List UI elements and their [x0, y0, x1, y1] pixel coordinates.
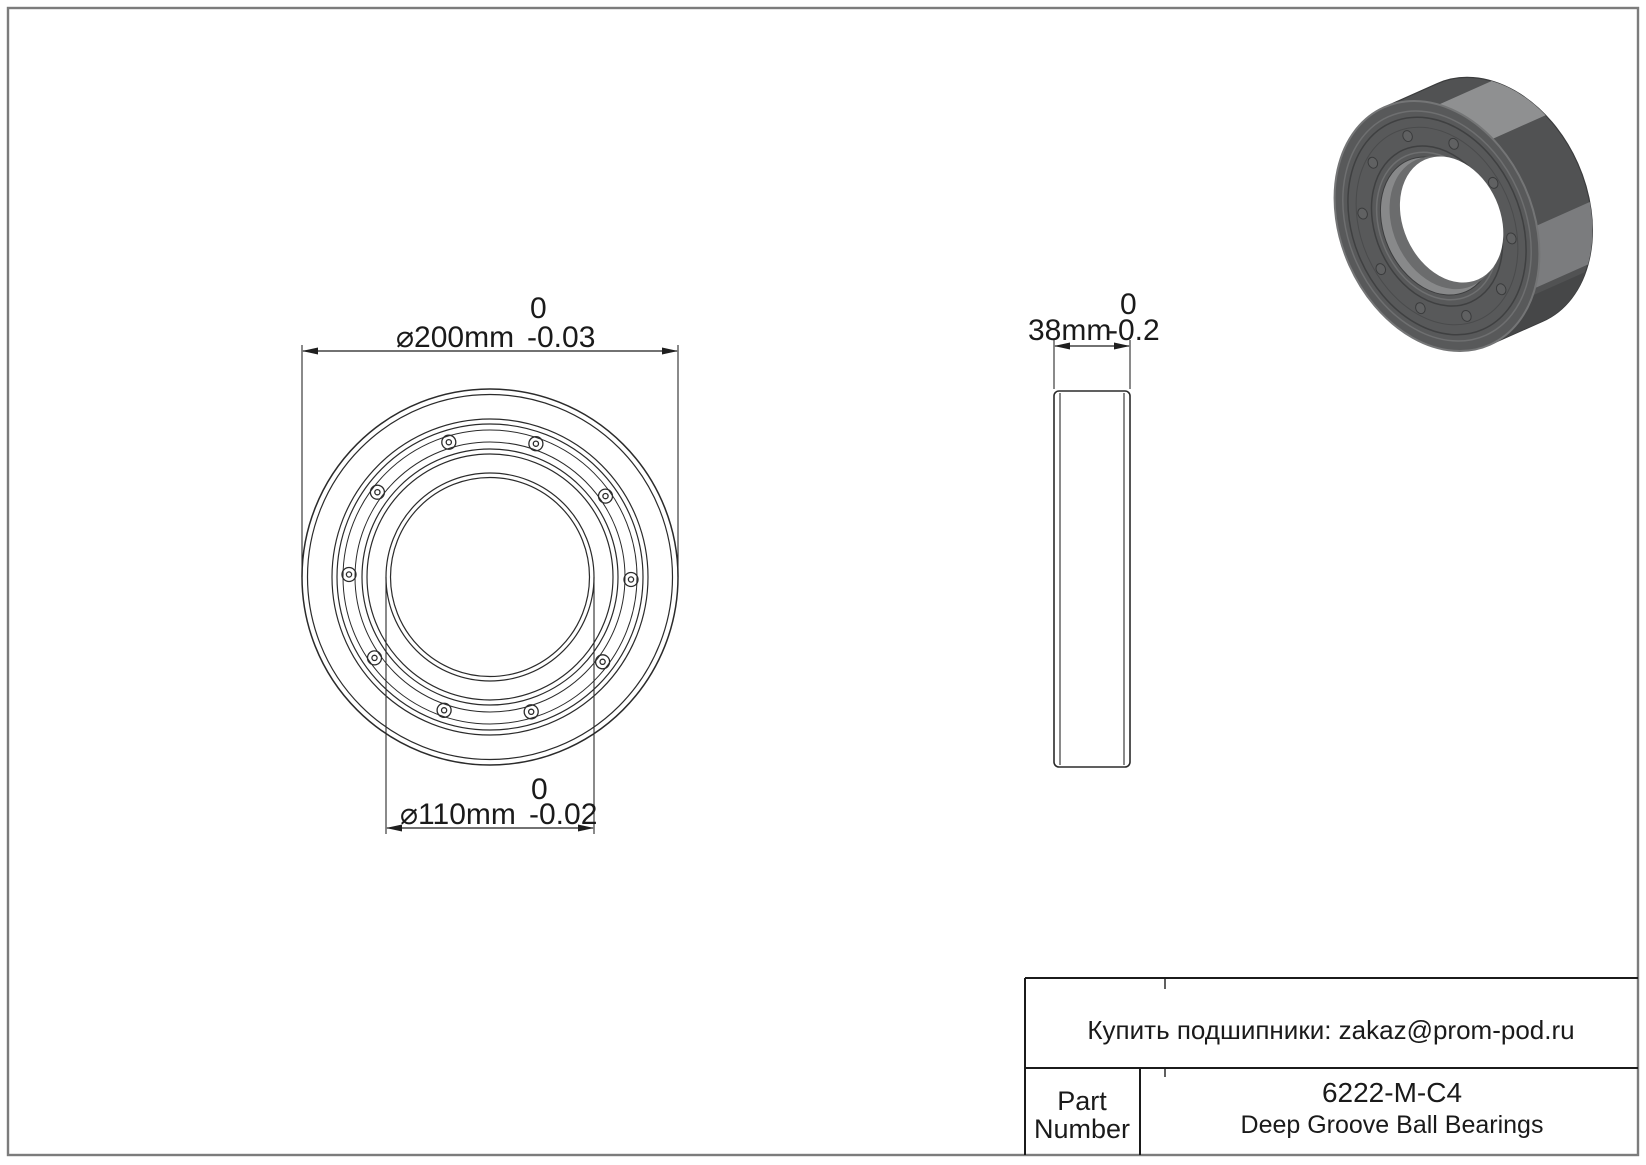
rivet	[342, 568, 356, 582]
rivet	[442, 435, 456, 449]
product-type-text: Deep Groove Ball Bearings	[1240, 1111, 1544, 1139]
outer-ring-shoulder-circle	[332, 419, 648, 735]
part-label-line1: Part	[1057, 1086, 1107, 1116]
part-label-line2: Number	[1033, 1114, 1131, 1144]
rivet	[599, 489, 613, 503]
front-view-bearing	[302, 389, 678, 765]
inner-ring-shoulder-circle	[367, 454, 613, 700]
outer-ring-groove-circle	[337, 424, 643, 730]
part-number-text: 6222-M-C4	[1321, 1077, 1463, 1108]
rivet	[529, 437, 543, 451]
bore-chamfer-circle	[386, 473, 594, 681]
arrowhead-left	[302, 348, 318, 355]
rivet	[370, 485, 384, 499]
cage-outer-circle	[343, 430, 637, 724]
outer-diameter-circle	[302, 389, 678, 765]
dimension-outer-diameter	[302, 292, 678, 577]
dimension-width	[1028, 288, 1160, 389]
rivet	[437, 703, 451, 717]
dimension-nominal: ⌀110mm	[400, 798, 516, 831]
cage-inner-circle	[355, 442, 625, 712]
rivet	[596, 655, 610, 669]
rivet	[368, 651, 382, 665]
rivet	[624, 573, 638, 587]
side-view-bearing	[1054, 391, 1130, 767]
side-view-outline	[1054, 391, 1130, 767]
dimension-nominal: 38mm	[1028, 314, 1112, 347]
dimension-tolerance-lower: -0.02	[529, 798, 598, 831]
bore-circle	[391, 478, 590, 677]
dimension-tolerance-lower: -0.03	[527, 321, 596, 354]
contact-text: Купить подшипники: zakaz@prom-pod.ru	[1087, 1015, 1575, 1045]
dimension-tolerance-lower: -0.2	[1108, 314, 1160, 347]
dimension-tolerance-upper: 0	[1120, 288, 1137, 321]
dimension-nominal: ⌀200mm	[396, 321, 515, 354]
dimension-tolerance-upper: 0	[531, 773, 548, 806]
inner-ring-groove-circle	[362, 449, 618, 705]
title-block	[1025, 978, 1638, 1155]
rivet	[524, 705, 538, 719]
dimension-tolerance-upper: 0	[530, 292, 547, 325]
bearing-3d-render	[1296, 45, 1630, 384]
arrowhead-right	[662, 348, 678, 355]
